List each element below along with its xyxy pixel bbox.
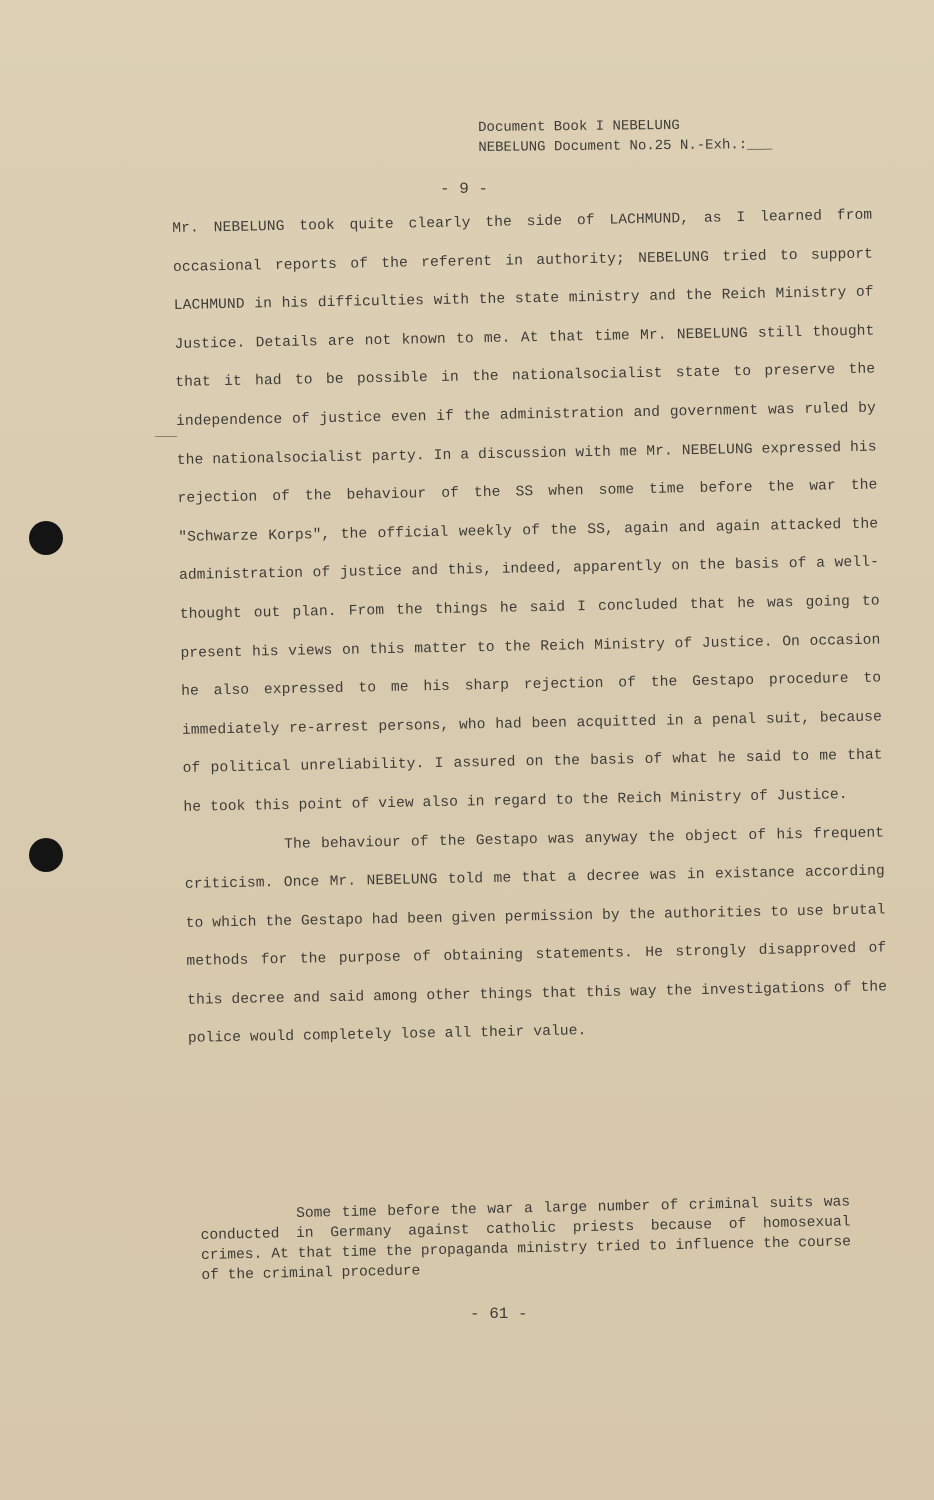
document-header xyxy=(478,115,772,158)
paragraph: Mr. NEBELUNG took quite clearly the side of LACHMUND, as I learned from occasional reports of the referent in authority; NEBELUNG tried to support LACHMUND in his difficulties with the state ministry and the Reich Ministry of Justice. Details are not known to me. At that time Mr. NEBELUNG still thought that it had to be possible in the nationalsocialist state to preserve the independence of justice even if the administration and government was ruled by the nationalsocialist party. In a discussion with me Mr. NEBELUNG expressed his rejection of the behaviour of the SS when some time before the war the "Schwarze Korps", the official weekly of the SS, again and again attacked the administration of justice and this, indeed, apparently on the basis of a well-thought out plan. From the things he said I concluded that he was going to present his views on this matter to the Reich Ministry of Justice. On occasion he also expressed to me his sharp rejection of the Gestapo procedure to immediately re-arrest persons, who had been acquitted in a penal suit, because of political unreliability. I assured on the basis of what he said to me that he took this point of view also in regard to the Reich Ministry of Justice. xyxy=(172,207,883,816)
tail-paragraph: Some time before the war a large number of criminal suits was conducted in Germany against catholic priests because of homosexual crimes. At that time the propaganda ministry tried to influence the course of the criminal procedure xyxy=(200,1194,852,1284)
header-line-book: Document Book I NEBELUNG xyxy=(478,117,680,136)
paragraph: The behaviour of the Gestapo was anyway the object of his frequent criticism. Once Mr. NEBELUNG told me that a decree was in existance according to which the Gestapo had been given permission by the authorities to use brutal methods for the purpose of obtaining statements. He strongly disapproved of this decree and said among other things that this way the investigations of the police would completely lose all their value. xyxy=(184,824,888,1048)
punch-hole xyxy=(29,521,63,555)
page-number-bottom: - 61 - xyxy=(470,1305,528,1323)
margin-mark xyxy=(155,436,177,437)
header-line-document-number: NEBELUNG Document No.25 N.-Exh.:___ xyxy=(478,136,773,156)
punch-hole xyxy=(29,838,63,872)
document-body xyxy=(172,197,888,1059)
page-number-top: - 9 - xyxy=(440,180,489,198)
